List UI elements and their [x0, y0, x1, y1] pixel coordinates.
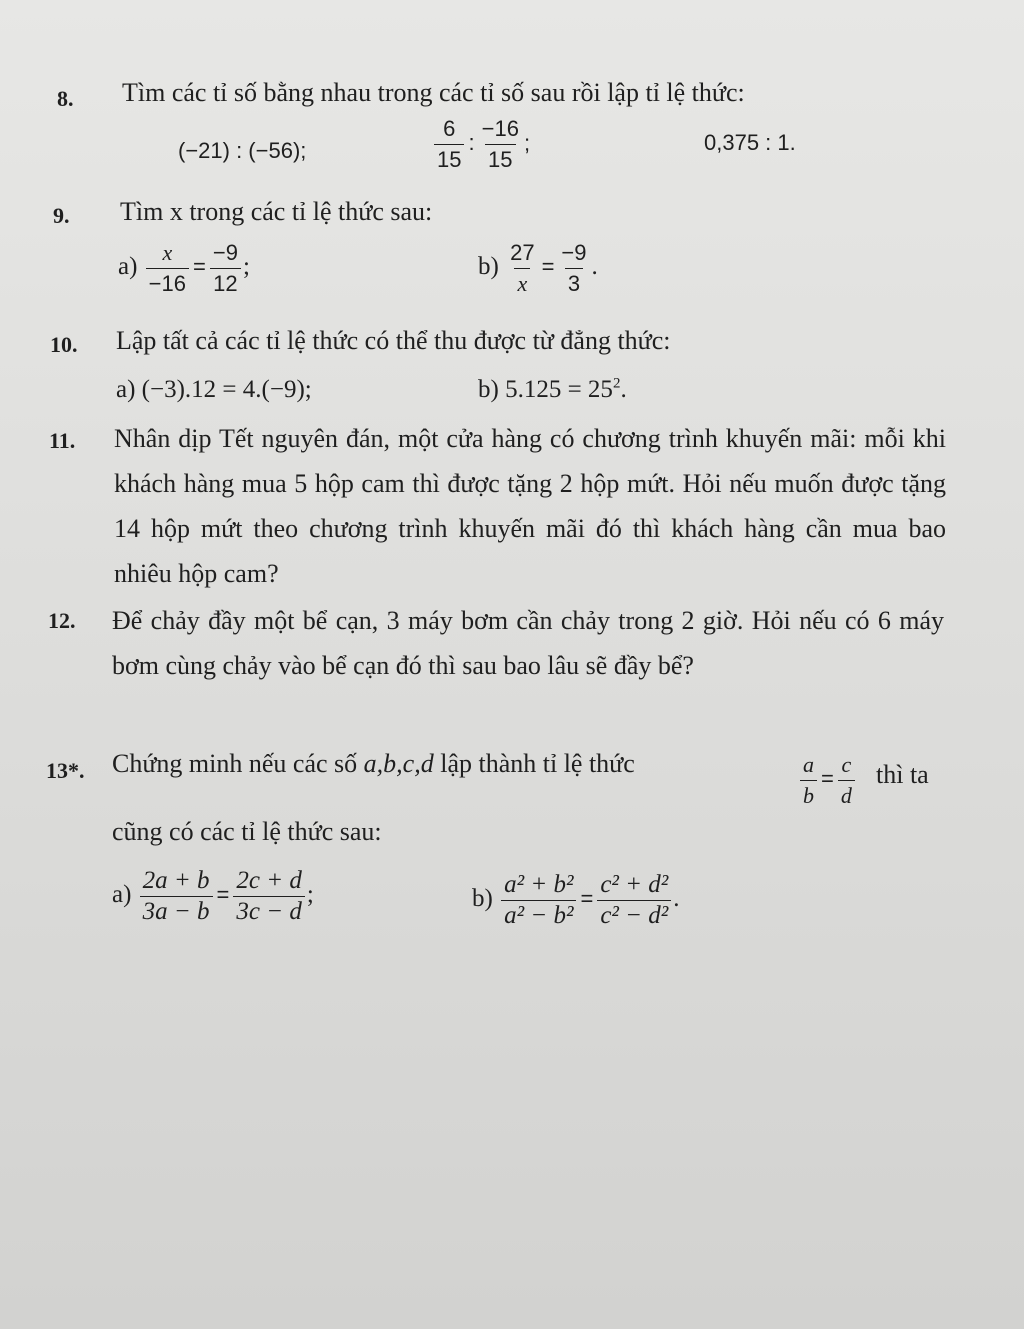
problem-text-end: thì ta: [876, 760, 929, 789]
part-b: b) $5.125 = 25^2$.: [478, 375, 627, 403]
part-a: a) $\frac{x}{-16}$ = $\frac{-9}{12}$ ;: [118, 240, 250, 296]
fraction: $\frac{-9}{3}$: [561, 240, 587, 296]
fraction: $\frac{\text{c² + d²}}{\text{c² − d²}}$: [597, 872, 671, 929]
problem-number: 11.: [49, 428, 76, 453]
fraction: $\frac{2c + d}{3c - d}$: [233, 868, 304, 925]
fraction: $\frac{-16}{15}$: [481, 116, 519, 172]
ratio-3: 0,375 : 1.: [704, 130, 796, 155]
part-a: a) $\frac{2a + b}{3a - b}$ = $\frac{2c + d}{3c - d}$ ;: [112, 867, 314, 925]
problem-number: 13*.: [46, 758, 85, 783]
part-b: b) $\frac{27}{x}$ = $\frac{-9}{3}$ .: [478, 240, 598, 296]
fraction: $\frac{-9}{12}$: [210, 240, 241, 297]
problem-number: 9.: [53, 203, 70, 228]
problem-text: Tìm các tỉ số bằng nhau trong các tỉ số sau rồi lập tỉ lệ thức:: [122, 78, 745, 107]
ratio-1: (−21) : (−56);: [178, 138, 307, 163]
ratio-2: $\frac{6}{15}$ : $\frac{-16}{15}$ ;: [432, 116, 530, 173]
part-b: b) $\frac{\text{a² + b²}}{\text{a² − b²}}$ = $\frac{\text{c² + d²}}{\text{c² − d²}}$ .: [472, 871, 680, 929]
problem-text: Tìm x trong các tỉ lệ thức sau:: [120, 197, 433, 226]
fraction: $\frac{27}{x}$: [510, 240, 535, 296]
problem-number: 12.: [48, 608, 76, 633]
problem-number: 10.: [50, 332, 78, 357]
problem-text: Để chảy đầy một bể cạn, 3 máy bơm cần chảy trong 2 giờ. Hỏi nếu có 6 máy bơm cùng chảy vào bể cạn đó thì sau bao lâu sẽ đầy bể?: [112, 606, 944, 680]
fraction: $\frac{x}{-16}$: [146, 240, 189, 297]
fraction: $\frac{c}{d}$: [838, 752, 855, 809]
part-a: a) (−3).12 = 4.(−9);: [116, 376, 312, 403]
fraction: $\frac{2a + b}{3a - b}$: [140, 868, 213, 925]
problem-number: 8.: [57, 86, 74, 111]
variables: a,b,c,d: [363, 749, 434, 778]
given-ratio: $\frac{a}{b}$ = $\frac{c}{d}$: [798, 752, 857, 809]
fraction: $\frac{a}{b}$: [800, 752, 817, 809]
problem-text: Lập tất cả các tỉ lệ thức có thể thu được từ đẳng thức:: [116, 326, 671, 355]
problem-text: Nhân dịp Tết nguyên đán, một cửa hàng có chương trình khuyến mãi: mỗi khi khách hàng mua 5 hộp cam thì được tặng 2 hộp mứt. Hỏi nếu muốn được tặng 14 hộp mứt theo chương trình khuyến mãi đó thì khách hàng cần mua bao nhiêu hộp cam?: [114, 424, 946, 588]
fraction: $\frac{6}{15}$: [434, 116, 464, 173]
fraction: $\frac{\text{a² + b²}}{\text{a² − b²}}$: [501, 872, 576, 929]
problem-text-line-2: cũng có các tỉ lệ thức sau:: [112, 817, 382, 846]
problem-text-line-1: Chứng minh nếu các số a,b,c,d lập thành tỉ lệ thức: [112, 749, 635, 778]
